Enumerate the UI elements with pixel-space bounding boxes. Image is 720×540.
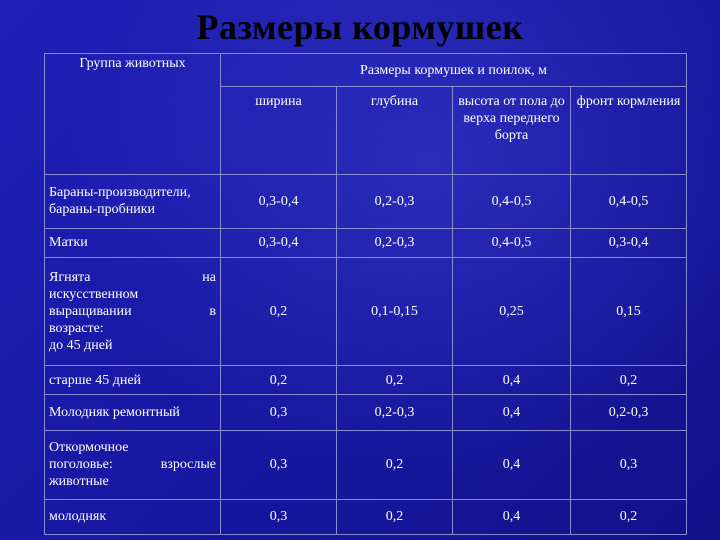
cell-height: 0,25: [453, 258, 571, 366]
table-row: [45, 228, 687, 257]
cell-height: 0,4-0,5: [453, 174, 571, 228]
cell-height: 0,4: [453, 499, 571, 534]
row-label: Бараны-производители, бараны-пробники: [45, 174, 221, 228]
slide-title: Размеры кормушек: [196, 7, 524, 47]
feeder-sizes-table: [44, 53, 687, 535]
label-line: Откормочное: [49, 440, 129, 456]
cell-width: 0,3: [221, 499, 337, 534]
cell-front: 0,15: [571, 258, 687, 366]
cell-front: 0,3-0,4: [571, 228, 687, 257]
cell-front: 0,2-0,3: [571, 395, 687, 430]
label-line: выращивании: [49, 304, 132, 320]
cell-width: 0,3-0,4: [221, 228, 337, 257]
table-row: [45, 499, 687, 534]
row-label: Матки: [45, 228, 221, 257]
cell-height: 0,4: [453, 430, 571, 499]
cell-front: 0,2: [571, 366, 687, 395]
cell-width: 0,2: [221, 258, 337, 366]
header-depth: глубина: [337, 87, 453, 174]
label-line: искусственном: [49, 287, 139, 303]
header-group: Группа животных: [45, 54, 221, 175]
cell-depth: 0,2-0,3: [337, 174, 453, 228]
cell-width: 0,3: [221, 395, 337, 430]
cell-front: 0,4-0,5: [571, 174, 687, 228]
header-sizes: Размеры кормушек и поилок, м: [221, 54, 687, 87]
cell-depth: 0,2: [337, 430, 453, 499]
table-row: [45, 430, 687, 499]
row-label: Молодняк ремонтный: [45, 395, 221, 430]
label-line: животные: [49, 474, 109, 490]
cell-height: 0,4: [453, 366, 571, 395]
header-height: высота от пола до верха переднего борта: [453, 87, 571, 174]
label-line: поголовье:: [49, 457, 113, 473]
cell-front: 0,3: [571, 430, 687, 499]
cell-width: 0,2: [221, 366, 337, 395]
row-label: старше 45 дней: [45, 366, 221, 395]
table-row: [45, 366, 687, 395]
cell-depth: 0,2-0,3: [337, 228, 453, 257]
cell-depth: 0,1-0,15: [337, 258, 453, 366]
table-header-row: [45, 54, 687, 87]
row-label: [45, 258, 221, 366]
table-row: [45, 258, 687, 366]
row-label: [45, 430, 221, 499]
table-row: [45, 395, 687, 430]
label-line: на: [202, 270, 216, 286]
cell-height: 0,4: [453, 395, 571, 430]
label-line: Ягнята: [49, 270, 91, 286]
cell-width: 0,3-0,4: [221, 174, 337, 228]
row-label: молодняк: [45, 499, 221, 534]
label-line: в: [209, 304, 216, 320]
label-line: возрасте:: [49, 321, 104, 337]
cell-depth: 0,2: [337, 499, 453, 534]
header-front: фронт кормления: [571, 87, 687, 174]
label-line: взрослые: [160, 457, 216, 473]
cell-width: 0,3: [221, 430, 337, 499]
header-width: ширина: [221, 87, 337, 174]
cell-depth: 0,2-0,3: [337, 395, 453, 430]
cell-height: 0,4-0,5: [453, 228, 571, 257]
label-line: до 45 дней: [49, 338, 113, 354]
table-row: [45, 174, 687, 228]
cell-depth: 0,2: [337, 366, 453, 395]
cell-front: 0,2: [571, 499, 687, 534]
